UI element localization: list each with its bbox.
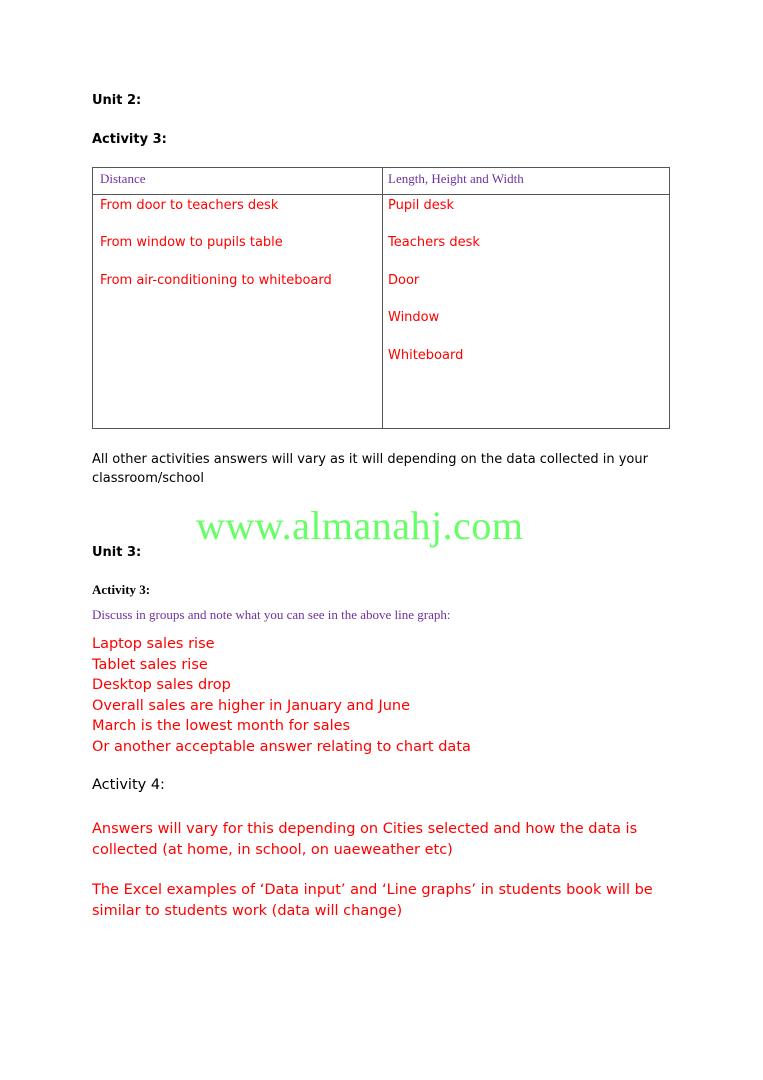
table-column-divider <box>382 168 383 428</box>
unit3-heading: Unit 3: <box>92 545 142 560</box>
table-header-distance: Distance <box>100 171 146 186</box>
distance-item: From air-conditioning to whiteboard <box>100 273 332 288</box>
unit2-activity-heading: Activity 3: <box>92 132 167 147</box>
unit2-note-line: classroom/school <box>92 471 204 486</box>
unit3-activity4-heading: Activity 4: <box>92 777 165 793</box>
dimension-item: Teachers desk <box>388 235 480 250</box>
list-item: March is the lowest month for sales <box>92 718 351 734</box>
unit2-note <box>92 450 648 488</box>
activity-table <box>92 167 670 429</box>
unit3-activity3-prompt: Discuss in groups and note what you can see in the above line graph: <box>92 607 451 622</box>
unit2-note-line: All other activities answers will vary as it will depending on the data collected in your <box>92 452 648 467</box>
table-header-dimensions: Length, Height and Width <box>388 171 524 186</box>
distance-item: From door to teachers desk <box>100 198 279 213</box>
dimension-item: Window <box>388 310 440 325</box>
distance-item: From window to pupils table <box>100 235 283 250</box>
activity3-answer-list <box>92 634 471 757</box>
unit2-heading: Unit 2: <box>92 93 142 108</box>
list-item: Laptop sales rise <box>92 636 215 652</box>
watermark-text: www.almanahj.com <box>196 503 524 548</box>
dimension-item: Pupil desk <box>388 198 455 213</box>
table-header-divider <box>93 194 669 195</box>
dimension-item: Door <box>388 273 420 288</box>
list-item: Desktop sales drop <box>92 677 231 693</box>
activity4-paragraph: The Excel examples of ‘Data input’ and ‘Line graphs’ in students book will be similar to students work (data will change) <box>92 882 653 919</box>
activity4-paragraph: Answers will vary for this depending on Cities selected and how the data is collected (at home, in school, on uaeweather etc) <box>92 821 638 858</box>
unit3-activity3-heading: Activity 3: <box>92 582 151 597</box>
list-item: Tablet sales rise <box>92 656 208 673</box>
list-item: Overall sales are higher in January and June <box>92 697 411 714</box>
list-item: Or another acceptable answer relating to chart data <box>92 738 471 755</box>
dimension-item: Whiteboard <box>388 348 464 363</box>
